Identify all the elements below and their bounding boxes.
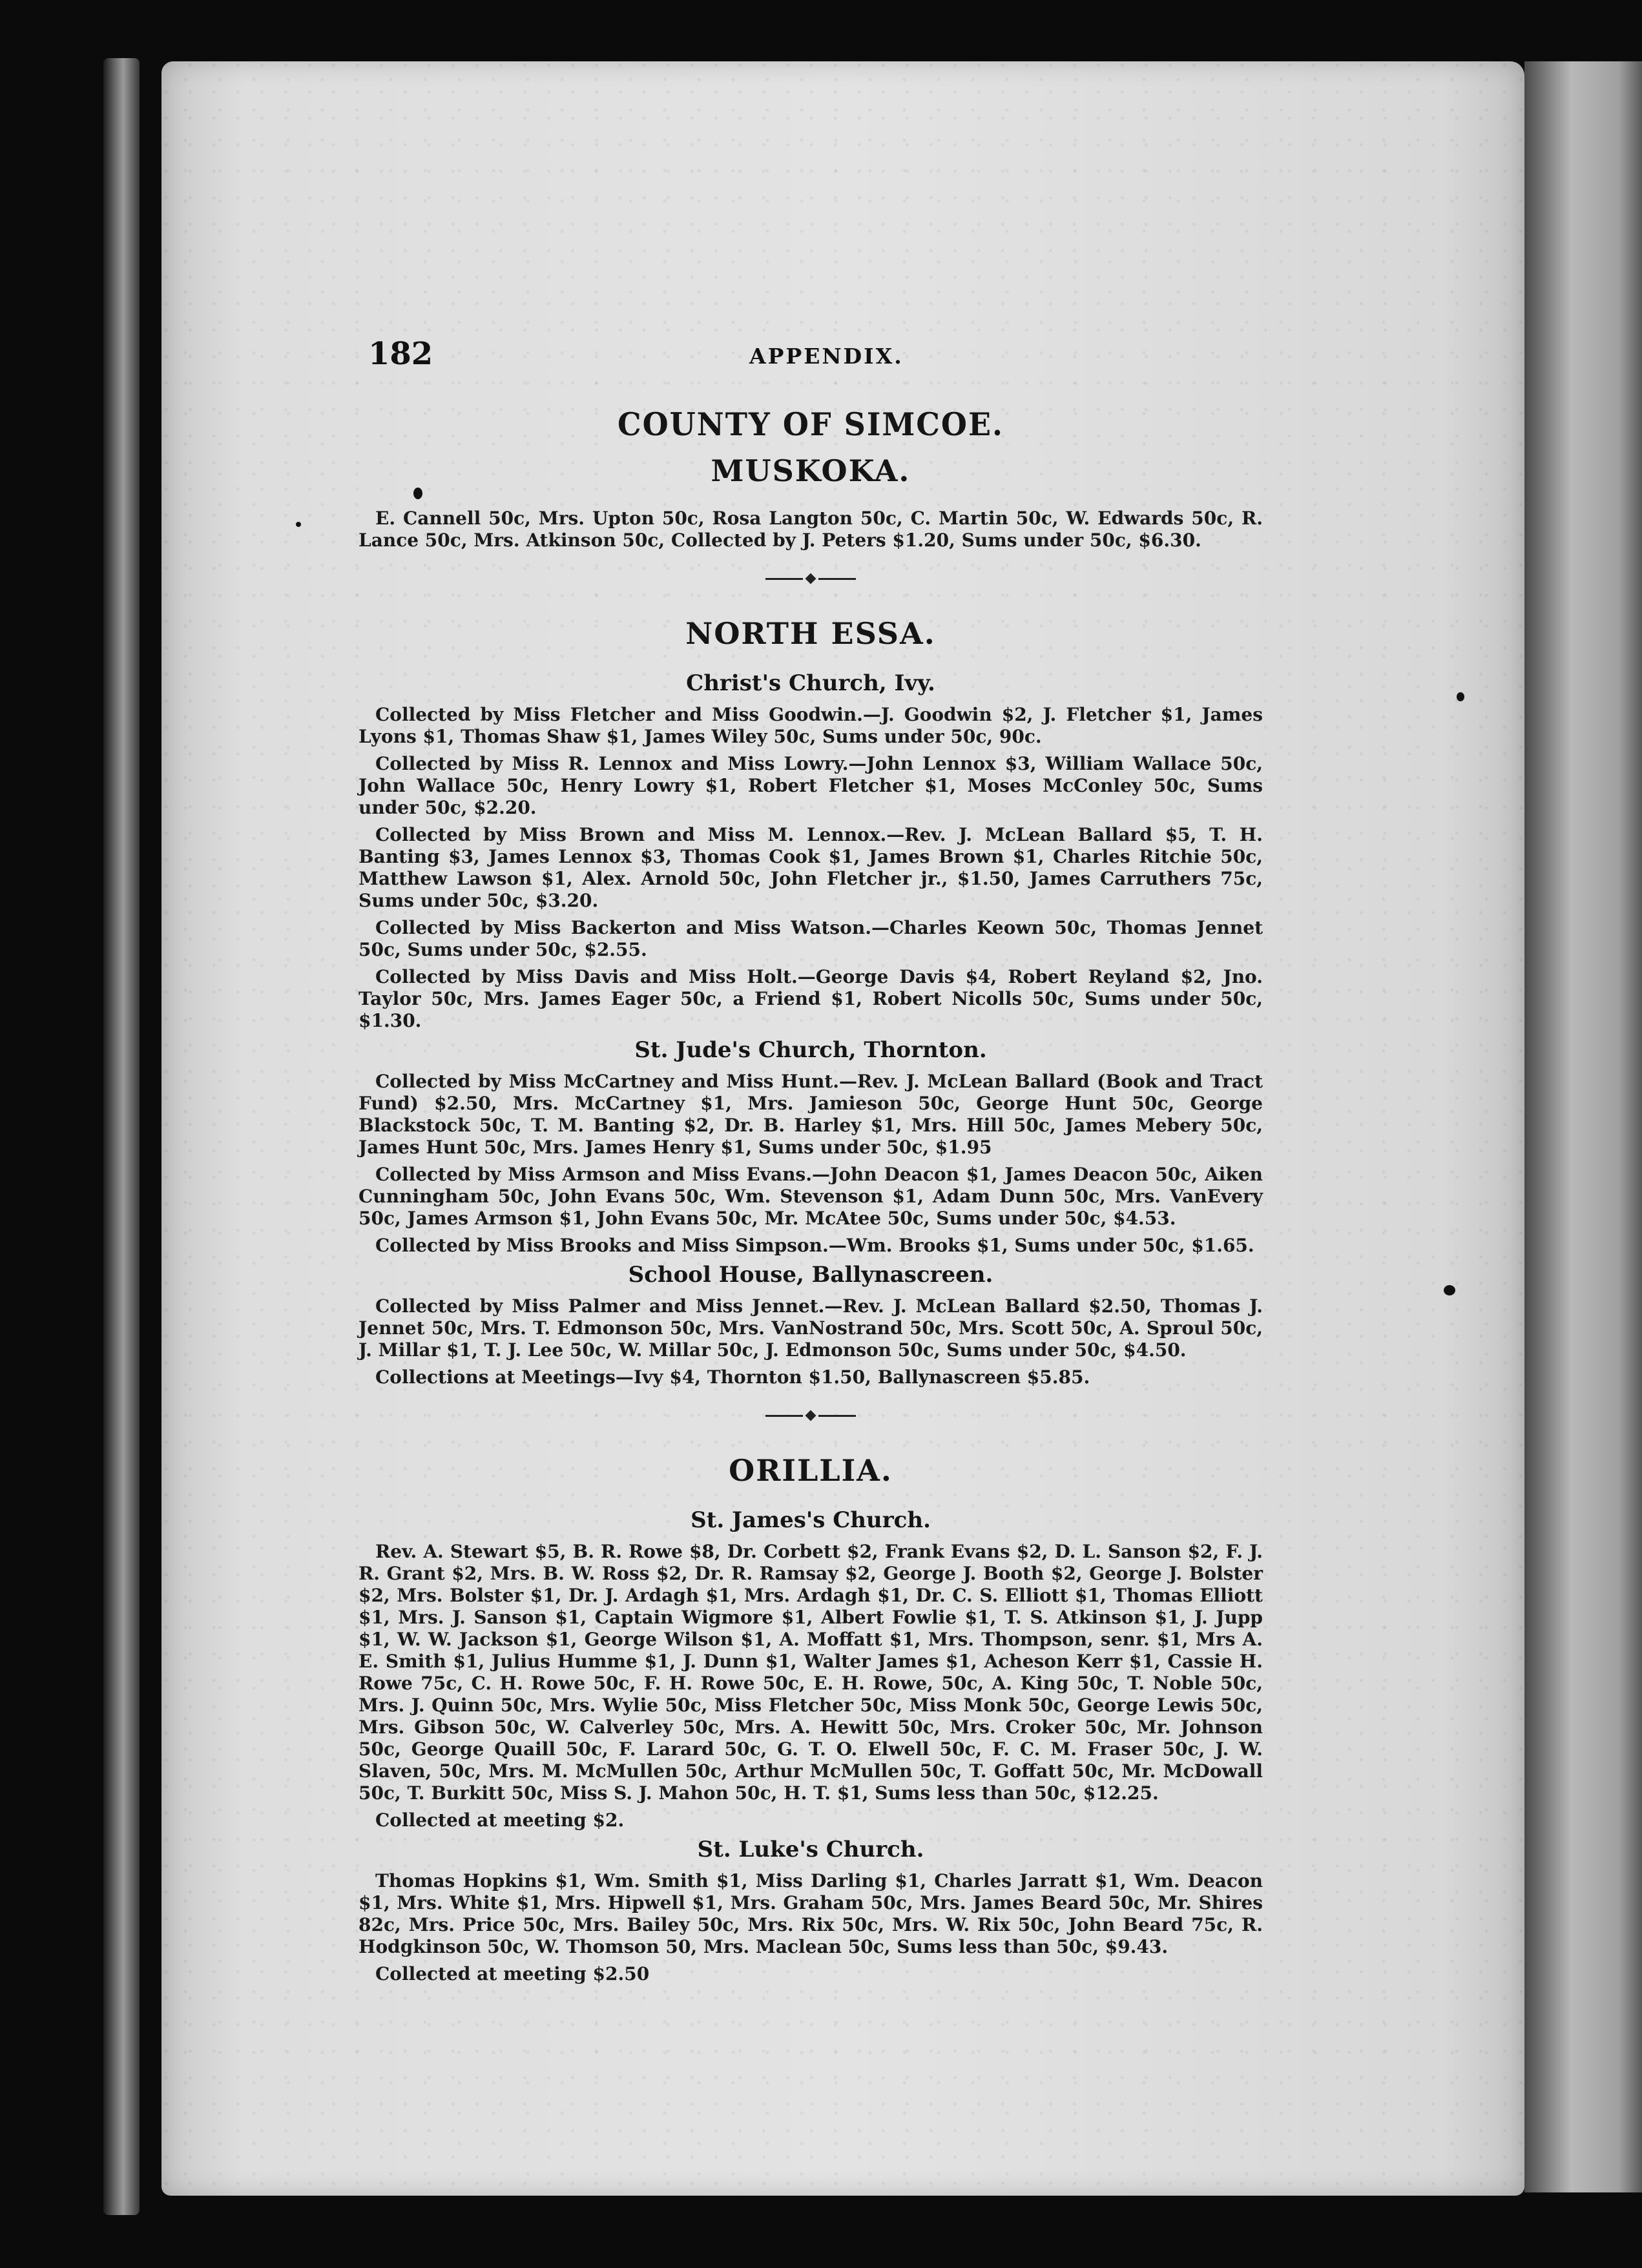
meeting-collection: Collected at meeting $2.50 bbox=[375, 1963, 650, 1984]
section-heading-muskoka: MUSKOKA. bbox=[711, 453, 911, 488]
collection-entry: Collected by Miss Armson and Miss Evans.—John Deacon $1, James Deacon 50c, Aiken Cunningham 50c, John Evans 50c, Wm. Stevenson $1, Adam Dunn 50c, Mrs. VanEvery 50c, James Armson $1, John Evans 50c, Mr. McAtee 50c, Sums under 50c, $4.53. bbox=[359, 1164, 1263, 1229]
page-content bbox=[359, 407, 1263, 1990]
county-heading: COUNTY OF SIMCOE. bbox=[617, 406, 1004, 443]
collection-entry: Rev. A. Stewart $5, B. R. Rowe $8, Dr. Corbett $2, Frank Evans $2, D. L. Sanson $2, F. J. R. Grant $2, Mrs. B. W. Ross $2, Dr. R. Ramsay $2, George J. Booth $2, George J. Bolster $2, Mrs. Bolster $1, Dr. J. Ardagh $1, Mrs. Ardagh $1, Dr. C. S. Elliott $1, Thomas Elliott $1, Mrs. J. Sanson $1, Captain Wigmore $1, Albert Fowlie $1, T. S. Atkinson $1, J. Jupp $1, W. W. Jackson $1, George Wilson $1, A. Moffatt $1, Mrs. Thompson, senr. $1, Mrs A. E. Smith $1, Julius Humme $1, J. Dunn $1, Walter James $1, Acheson Kerr $1, Cassie H. Rowe 75c, C. H. Rowe 50c, F. H. Rowe 50c, E. H. Rowe, 50c, A. King 50c, T. Noble 50c, Mrs. J. Quinn 50c, Mrs. Wylie 50c, Miss Fletcher 50c, Miss Monk 50c, George Lewis 50c, Mrs. Gibson 50c, W. Calverley 50c, Mrs. A. Hewitt 50c, Mrs. Croker 50c, Mr. Johnson 50c, George Quaill 50c, F. Larard 50c, G. T. O. Elwell 50c, F. C. M. Fraser 50c, J. W. Slaven, 50c, Mrs. M. McMullen 50c, Arthur McMullen 50c, T. Goffatt 50c, Mr. McDowall 50c, T. Burkitt 50c, Miss S. J. Mahon 50c, H. T. $1, Sums less than 50c, $12.25. bbox=[359, 1541, 1263, 1804]
running-title: APPENDIX. bbox=[749, 344, 904, 369]
section-heading-north-essa: NORTH ESSA. bbox=[685, 616, 936, 651]
running-head bbox=[368, 336, 1279, 375]
page-number: 182 bbox=[368, 336, 433, 372]
collection-entry: Collected by Miss Brooks and Miss Simpson.—Wm. Brooks $1, Sums under 50c, $1.65. bbox=[375, 1235, 1254, 1256]
ink-speck bbox=[413, 488, 422, 499]
adjacent-page-edge bbox=[1524, 61, 1642, 2192]
section-divider bbox=[359, 1409, 1263, 1422]
collection-entry: Thomas Hopkins $1, Wm. Smith $1, Miss Darling $1, Charles Jarratt $1, Wm. Deacon $1, Mrs. White $1, Mrs. Hipwell $1, Mrs. Graham 50c, Mrs. James Beard 50c, Mr. Shires 82c, Mrs. Price 50c, Mrs. Bailey 50c, Mrs. Rix 50c, Mrs. W. Rix 50c, John Beard 75c, R. Hodgkinson 50c, W. Thomson 50, Mrs. Maclean 50c, Sums less than 50c, $9.43. bbox=[359, 1870, 1263, 1957]
book-binding-edge bbox=[103, 58, 140, 2215]
church-heading-st-lukes: St. Luke's Church. bbox=[697, 1837, 924, 1862]
church-heading-st-james: St. James's Church. bbox=[691, 1507, 931, 1533]
collection-entry: Collected by Miss Fletcher and Miss Goodwin.—J. Goodwin $2, J. Fletcher $1, James Lyons $1, Thomas Shaw $1, James Wiley 50c, Sums under 50c, 90c. bbox=[359, 704, 1263, 747]
section-heading-orillia: ORILLIA. bbox=[729, 1453, 893, 1488]
section-divider bbox=[359, 572, 1263, 585]
church-heading-christs-ivy: Christ's Church, Ivy. bbox=[686, 670, 935, 696]
muskoka-entry: E. Cannell 50c, Mrs. Upton 50c, Rosa Langton 50c, C. Martin 50c, W. Edwards 50c, R. Lance 50c, Mrs. Atkinson 50c, Collected by J. Peters $1.20, Sums under 50c, $6.30. bbox=[359, 508, 1263, 551]
collection-entry: Collected by Miss Palmer and Miss Jennet.—Rev. J. McLean Ballard $2.50, Thomas J. Jennet 50c, Mrs. T. Edmonson 50c, Mrs. VanNostrand 50c, Mrs. Scott 50c, A. Sproul 50c, J. Millar $1, T. J. Lee 50c, W. Millar 50c, J. Edmonson 50c, Sums under 50c, $4.50. bbox=[359, 1295, 1263, 1361]
meeting-collection: Collected at meeting $2. bbox=[375, 1809, 625, 1831]
collection-entry: Collected by Miss McCartney and Miss Hunt.—Rev. J. McLean Ballard (Book and Tract Fund) $2.50, Mrs. McCartney $1, Mrs. Jamieson 50c, George Hunt 50c, George Blackstock 50c, T. M. Banting $2, Dr. B. Harley $1, Mrs. Hill 50c, James Mebery 50c, James Hunt 50c, Mrs. James Henry $1, Sums under 50c, $1.95 bbox=[359, 1071, 1263, 1158]
ink-speck bbox=[1444, 1285, 1455, 1295]
collection-entry: Collected by Miss Backerton and Miss Watson.—Charles Keown 50c, Thomas Jennet 50c, Sums under 50c, $2.55. bbox=[359, 917, 1263, 960]
ink-speck bbox=[1457, 692, 1464, 701]
collection-entry: Collected by Miss R. Lennox and Miss Lowry.—John Lennox $3, William Wallace 50c, John Wallace 50c, Henry Lowry $1, Robert Fletcher $1, Moses McConley 50c, Sums under 50c, $2.20. bbox=[359, 753, 1263, 818]
collection-entry: Collected by Miss Brown and Miss M. Lennox.—Rev. J. McLean Ballard $5, T. H. Banting $3, James Lennox $3, Thomas Cook $1, James Brown $1, Charles Ritchie 50c, Matthew Lawson $1, Alex. Arnold 50c, John Fletcher jr., $1.50, James Carruthers 75c, Sums under 50c, $3.20. bbox=[359, 824, 1263, 911]
ink-speck bbox=[296, 522, 301, 527]
church-heading-school-house: School House, Ballynascreen. bbox=[628, 1262, 993, 1288]
meeting-collections: Collections at Meetings—Ivy $4, Thornton $1.50, Ballynascreen $5.85. bbox=[375, 1366, 1090, 1388]
collection-entry: Collected by Miss Davis and Miss Holt.—George Davis $4, Robert Reyland $2, Jno. Taylor 50c, Mrs. James Eager 50c, a Friend $1, Robert Nicolls 50c, Sums under 50c, $1.30. bbox=[359, 966, 1263, 1031]
church-heading-st-judes: St. Jude's Church, Thornton. bbox=[634, 1037, 987, 1063]
